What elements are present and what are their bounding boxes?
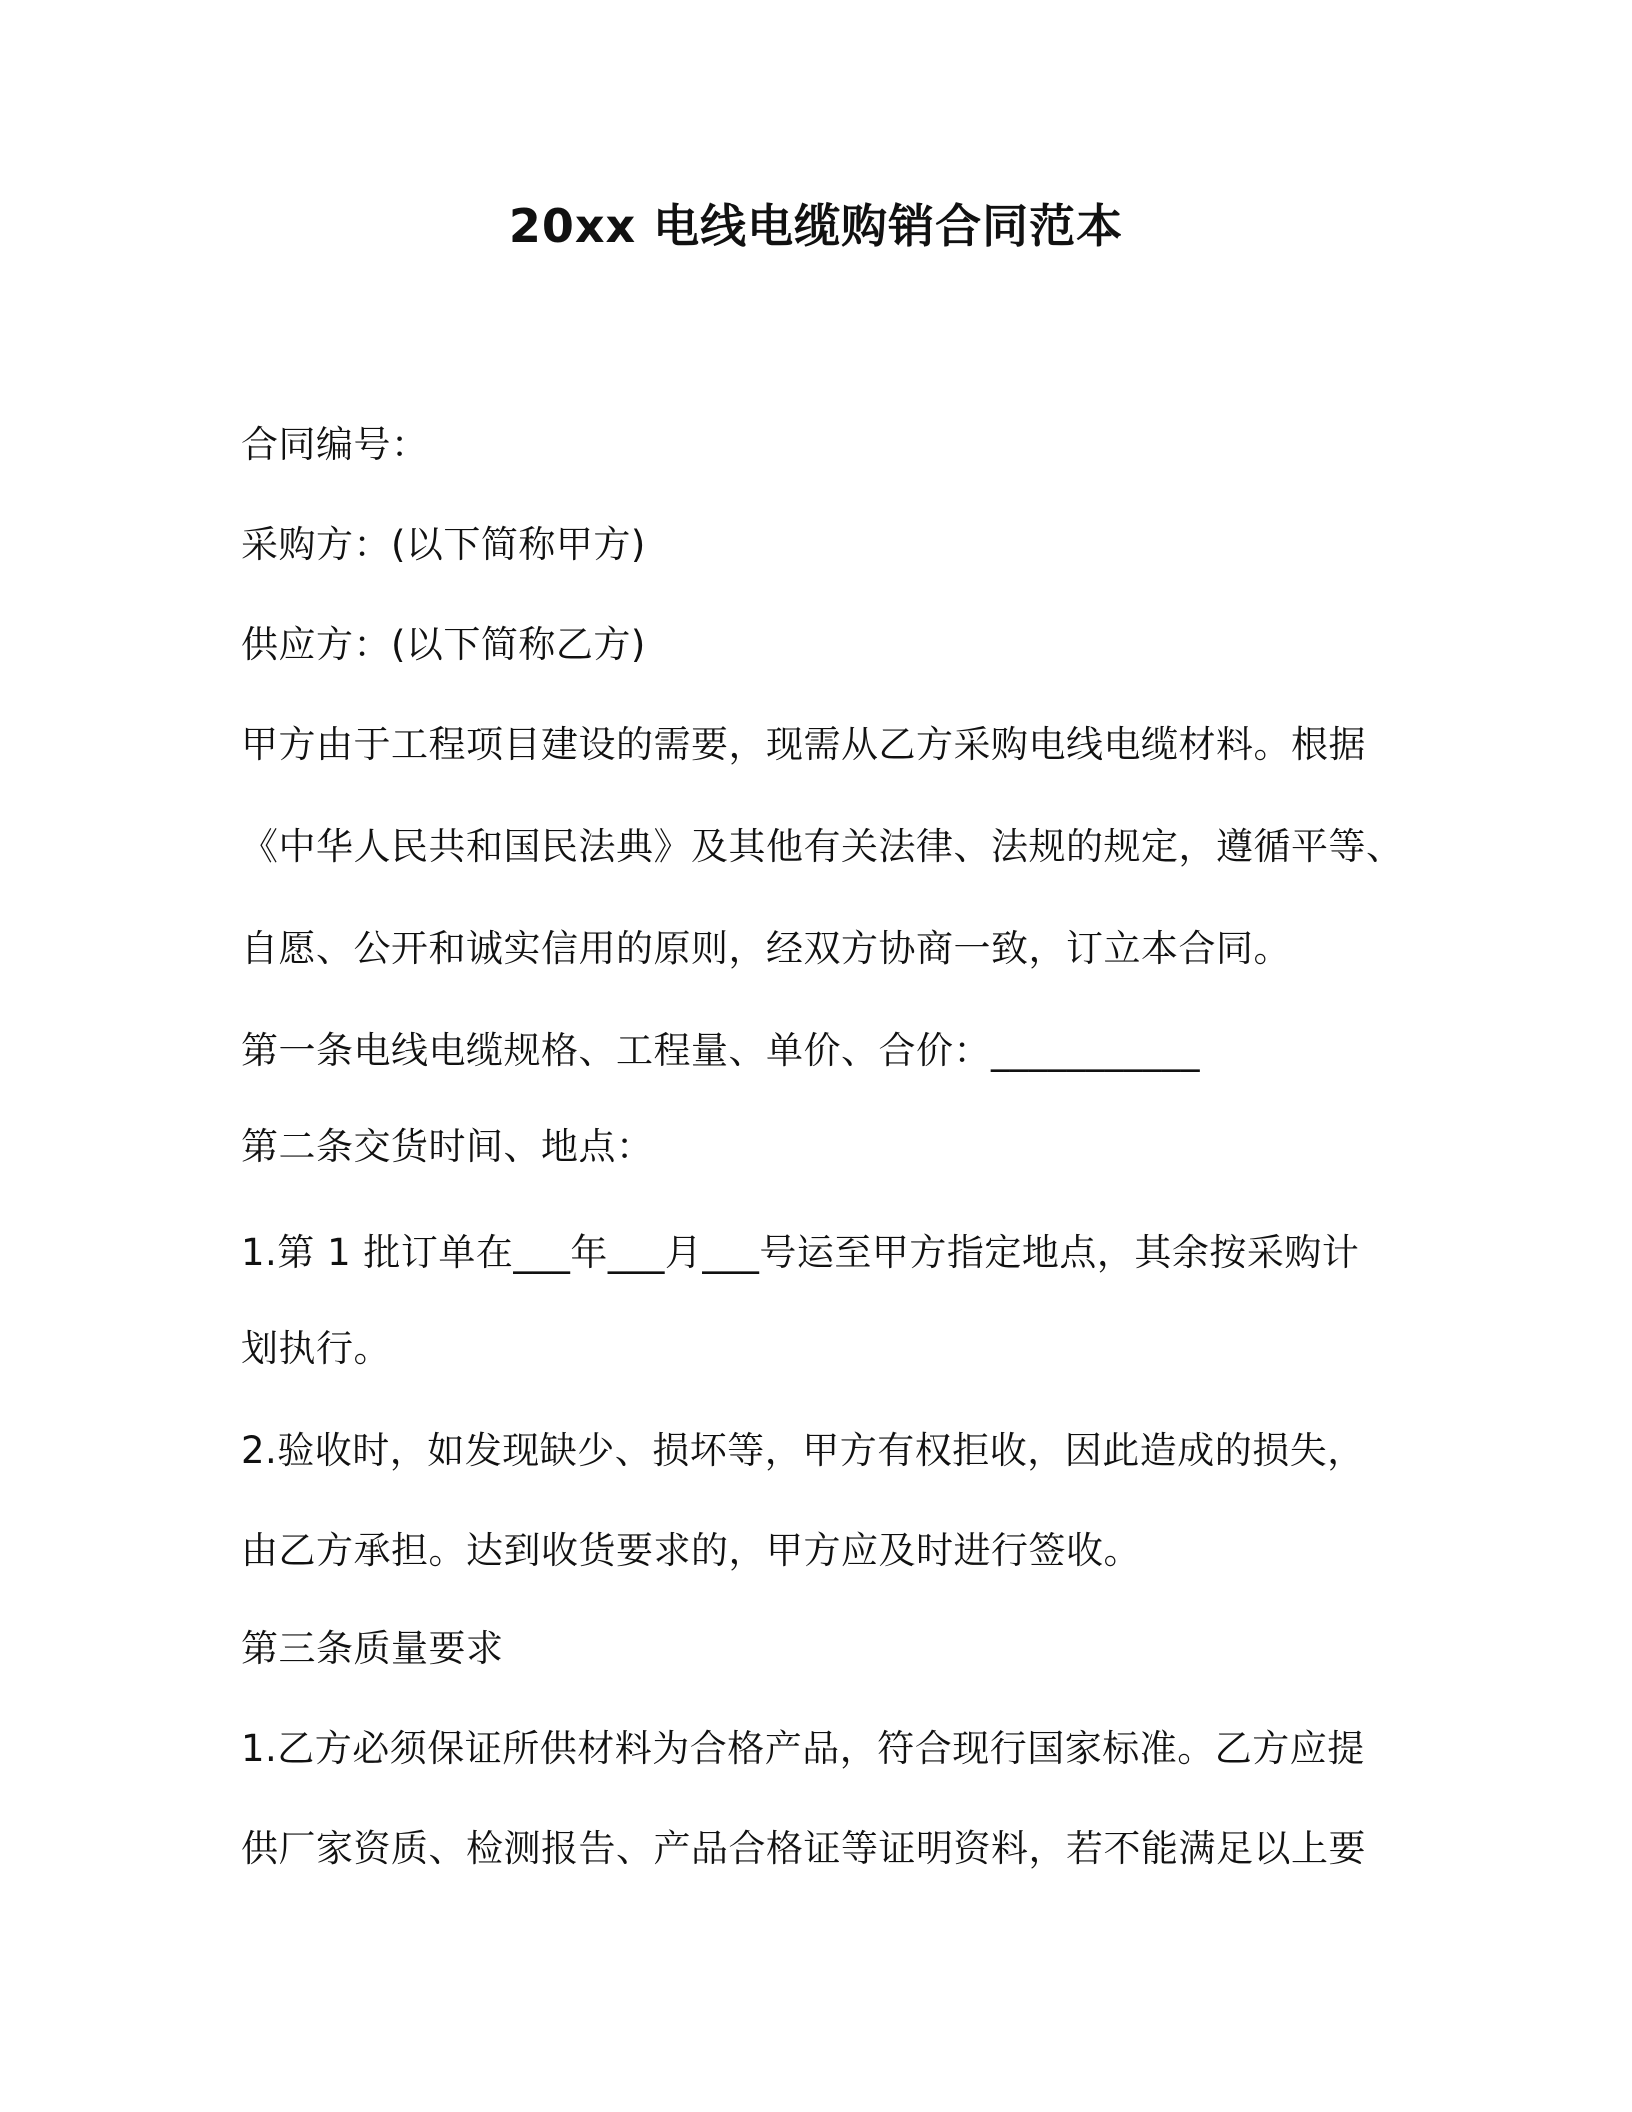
document-title: 20xx 电线电缆购销合同范本 bbox=[508, 199, 1124, 253]
paragraph-line: 《中华人民共和国民法典》及其他有关法律、法规的规定，遵循平等、 bbox=[241, 825, 1404, 868]
paragraph-line: 供厂家资质、检测报告、产品合格证等证明资料，若不能满足以上要 bbox=[241, 1827, 1366, 1870]
paragraph-line: 由乙方承担。达到收货要求的，甲方应及时进行签收。 bbox=[241, 1529, 1141, 1572]
paragraph-line: 划执行。 bbox=[241, 1327, 391, 1370]
supplier-line: 供应方：(以下简称乙方) bbox=[241, 623, 646, 666]
paragraph-line: 甲方由于工程项目建设的需要，现需从乙方采购电线电缆材料。根据 bbox=[241, 723, 1366, 766]
purchaser-line: 采购方：(以下简称甲方) bbox=[241, 523, 646, 566]
paragraph-line: 2.验收时，如发现缺少、损坏等，甲方有权拒收，因此造成的损失， bbox=[241, 1429, 1365, 1472]
paragraph-line: 1.乙方必须保证所供材料为合格产品，符合现行国家标准。乙方应提 bbox=[241, 1727, 1365, 1770]
article-1-heading: 第一条电线电缆规格、工程量、单价、合价：___________ bbox=[241, 1029, 1200, 1072]
article-2-heading: 第二条交货时间、地点： bbox=[241, 1125, 654, 1168]
paragraph-line: 1.第 1 批订单在___年___月___号运至甲方指定地点，其余按采购计 bbox=[241, 1231, 1360, 1274]
paragraph-line: 自愿、公开和诚实信用的原则，经双方协商一致，订立本合同。 bbox=[241, 927, 1291, 970]
article-3-heading: 第三条质量要求 bbox=[241, 1627, 504, 1670]
contract-number-line: 合同编号： bbox=[241, 423, 429, 466]
